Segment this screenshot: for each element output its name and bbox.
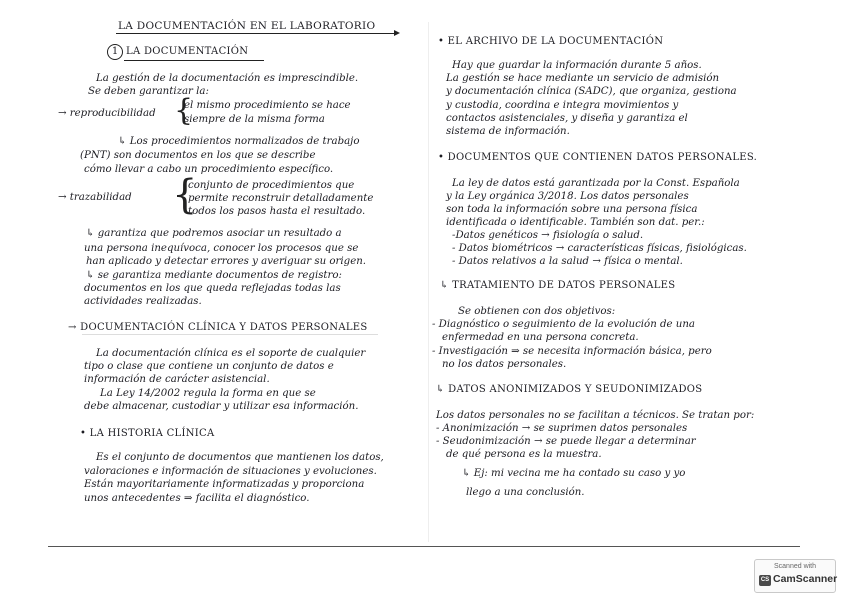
paragraph-line: cómo llevar a cabo un procedimiento específico. xyxy=(84,164,334,175)
paragraph-line: identificada o identificable. También son dat. per.: xyxy=(446,217,705,228)
curly-brace: { xyxy=(174,93,194,128)
paragraph-line: ↳ se garantiza mediante documentos de registro: xyxy=(86,270,342,281)
section-heading-archivo: • EL ARCHIVO DE LA DOCUMENTACIÓN xyxy=(438,36,664,47)
definition-line: todos los pasos hasta el resultado. xyxy=(188,206,366,217)
camscanner-logo-icon: CS xyxy=(759,575,771,586)
paragraph-line: sistema de información. xyxy=(446,126,570,137)
paragraph-line: Los datos personales no se facilitan a técnicos. Se tratan por: xyxy=(436,410,755,421)
list-item: - Anonimización → se suprimen datos personales xyxy=(436,423,688,434)
paragraph-line: Se obtienen con dos objetivos: xyxy=(458,306,616,317)
curly-brace: { xyxy=(172,172,198,218)
list-item: - Diagnóstico o seguimiento de la evolución de una xyxy=(432,319,695,330)
paragraph-line: La gestión se hace mediante un servicio de admisión xyxy=(446,73,720,84)
section-title-underline xyxy=(124,60,264,61)
page-bottom-rule xyxy=(48,546,800,547)
paragraph-line: no los datos personales. xyxy=(442,359,567,370)
paragraph-line: ↳ Los procedimientos normalizados de trabajo xyxy=(118,136,360,147)
paragraph-line: información de carácter asistencial. xyxy=(84,374,270,385)
watermark-caption: Scanned with xyxy=(773,563,817,570)
watermark-brand: CamScanner xyxy=(773,573,838,585)
paragraph-line: Es el conjunto de documentos que mantienen los datos, xyxy=(96,452,384,463)
paragraph-line: valoraciones e información de situaciones y evoluciones. xyxy=(84,466,377,477)
paragraph-line: ↳ garantiza que podremos asociar un resultado a xyxy=(86,228,342,239)
section-heading-historia-clinica: • LA HISTORIA CLÍNICA xyxy=(80,428,215,439)
example-line: llego a una conclusión. xyxy=(466,487,585,498)
paragraph-line: y la Ley orgánica 3/2018. Los datos personales xyxy=(446,191,689,202)
paragraph-line: y custodia, coordina e integra movimientos y xyxy=(446,100,679,111)
section-number-badge: 1 xyxy=(107,44,123,60)
list-item: -Datos genéticos → fisiología o salud. xyxy=(452,230,644,241)
paragraph-line: La gestión de la documentación es imprescindible. xyxy=(96,73,359,84)
paragraph-line: una persona inequívoca, conocer los procesos que se xyxy=(84,243,359,254)
paragraph-line: han aplicado y detectar errores y averiguar su origen. xyxy=(86,256,367,267)
paragraph-line: son toda la información sobre una persona física xyxy=(446,204,698,215)
list-item: - Investigación ⇒ se necesita información básica, pero xyxy=(432,346,712,357)
definition-line: conjunto de procedimientos que xyxy=(188,180,355,191)
paragraph-line: unos antecedentes ⇒ facilita el diagnóstico. xyxy=(84,493,310,504)
definition-line: permite reconstruir detalladamente xyxy=(188,193,374,204)
paragraph-line: y documentación clínica (SADC), que organiza, gestiona xyxy=(446,86,737,97)
paragraph-line: contactos asistenciales, y diseña y garantiza el xyxy=(446,113,688,124)
section-title: LA DOCUMENTACIÓN xyxy=(126,46,249,57)
subsection-heading-tratamiento: ↳ TRATAMIENTO DE DATOS PERSONALES xyxy=(440,280,676,291)
definition-line: siempre de la misma forma xyxy=(184,114,325,125)
concept-label-reproducibilidad: → reproducibilidad xyxy=(58,108,156,119)
paragraph-line: Hay que guardar la información durante 5 años. xyxy=(452,60,702,71)
definition-line: el mismo procedimiento se hace xyxy=(184,100,351,111)
column-divider xyxy=(428,22,429,542)
paragraph-line: Están mayoritariamente informatizadas y proporciona xyxy=(84,479,365,490)
concept-label-trazabilidad: → trazabilidad xyxy=(58,192,132,203)
section-heading-datos-personales: • DOCUMENTOS QUE CONTIENEN DATOS PERSONALES. xyxy=(438,152,758,163)
section-heading-documentacion-clinica: → DOCUMENTACIÓN CLÍNICA Y DATOS PERSONALES xyxy=(68,322,368,333)
title-arrow xyxy=(116,33,398,34)
example-line: ↳ Ej: mi vecina me ha contado su caso y yo xyxy=(462,468,686,479)
paragraph-line: enfermedad en una persona concreta. xyxy=(442,332,639,343)
paragraph-line: tipo o clase que contiene un conjunto de datos e xyxy=(84,361,334,372)
paragraph-line: La Ley 14/2002 regula la forma en que se xyxy=(100,388,316,399)
list-item: - Datos relativos a la salud → física o mental. xyxy=(452,256,683,267)
paragraph-line: de qué persona es la muestra. xyxy=(446,449,602,460)
camscanner-watermark xyxy=(754,559,836,593)
paragraph-line: documentos en los que queda reflejadas todas las xyxy=(84,283,341,294)
paragraph-line: La ley de datos está garantizada por la Const. Española xyxy=(452,178,740,189)
paragraph-line: Se deben garantizar la: xyxy=(88,86,209,97)
paragraph-line: debe almacenar, custodiar y utilizar esa información. xyxy=(84,401,359,412)
list-item: - Datos biométricos → características físicas, fisiológicas. xyxy=(452,243,747,254)
paragraph-line: actividades realizadas. xyxy=(84,296,202,307)
heading-underline xyxy=(82,334,378,335)
list-item: - Seudonimización → se puede llegar a determinar xyxy=(436,436,696,447)
subsection-heading-anonimizados: ↳ DATOS ANONIMIZADOS Y SEUDONIMIZADOS xyxy=(436,384,703,395)
paragraph-line: La documentación clínica es el soporte de cualquier xyxy=(96,348,366,359)
paragraph-line: (PNT) son documentos en los que se describe xyxy=(80,150,316,161)
page-title: LA DOCUMENTACIÓN EN EL LABORATORIO xyxy=(118,20,376,32)
